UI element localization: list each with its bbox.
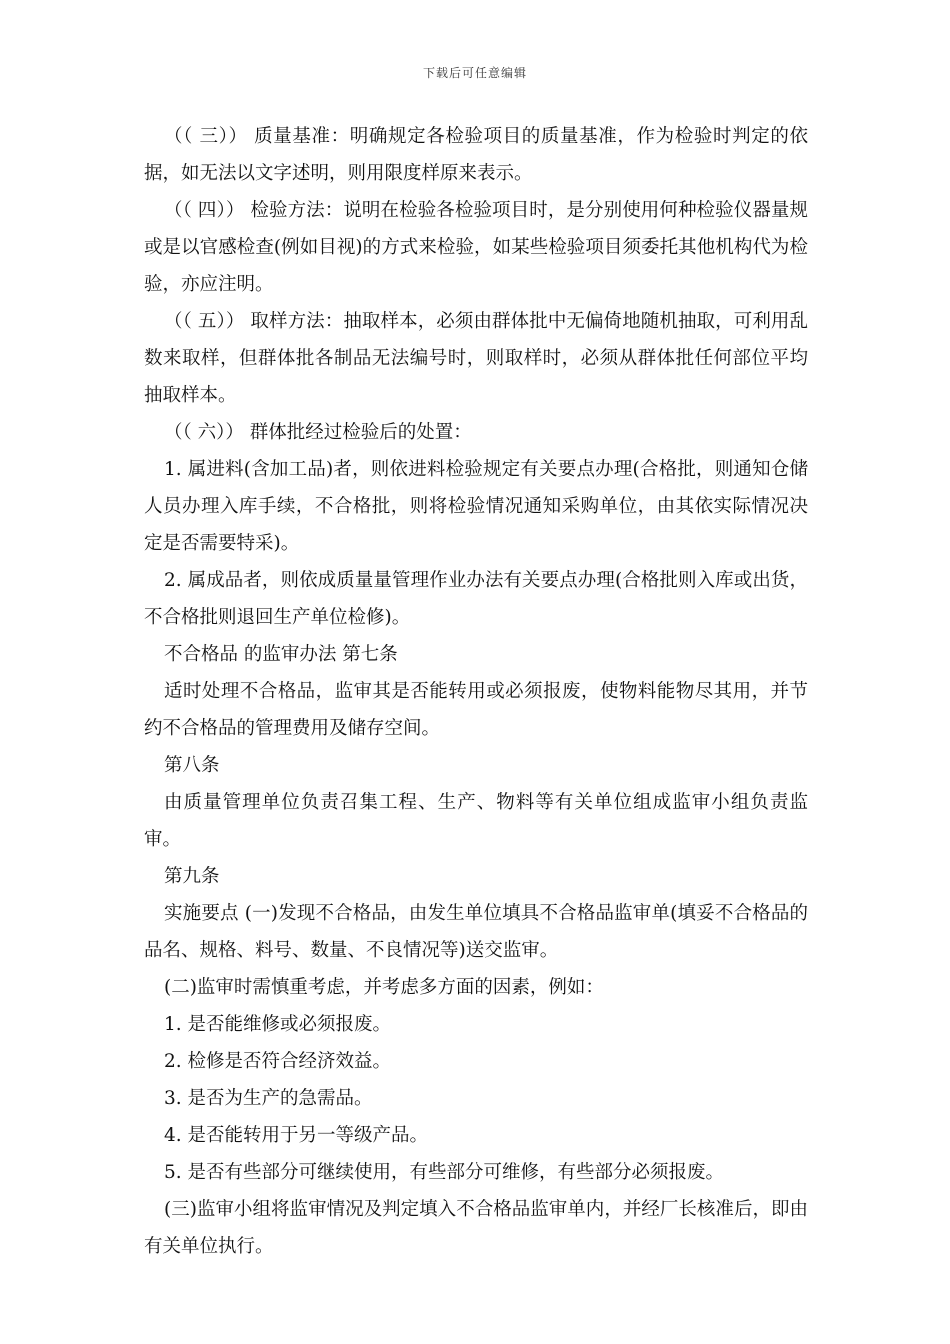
heading-article-8: 第八条	[164, 755, 220, 776]
heading-article-7: 不合格品 的监审办法 第七条	[164, 644, 398, 665]
paragraph-implementation-3: (三)监审小组将监审情况及判定填入不合格品监审单内，并经厂长核准后，即由有关单位执行。	[144, 1199, 808, 1257]
paragraph-sampling-method: （（ 五）） 取样方法：抽取样本，必须由群体批中无偏倚地随机抽取，可利用乱数来取样，但群体批各制品无法编号时，则取样时，必须从群体批任何部位平均抽取样本。	[144, 311, 808, 406]
paragraph-implementation-2: (二)监审时需慎重考虑，并考虑多方面的因素，例如：	[164, 977, 604, 998]
paragraph-article-8-body: 由质量管理单位负责召集工程、生产、物料等有关单位组成监审小组负责监审。	[144, 792, 808, 850]
page-header: 下载后可任意编辑	[422, 66, 527, 80]
list-item-2: 2. 检修是否符合经济效益。	[164, 1051, 392, 1072]
heading-article-9: 第九条	[164, 866, 220, 887]
paragraph-lot-disposition: （（ 六）） 群体批经过检验后的处置：	[164, 422, 472, 443]
paragraph-quality-standard: （（ 三）） 质量基准：明确规定各检验项目的质量基准，作为检验时判定的依据，如无法以文字述明，则用限度样原来表示。	[144, 126, 808, 184]
list-item-4: 4. 是否能转用于另一等级产品。	[164, 1125, 429, 1146]
paragraph-article-7-body: 适时处理不合格品，监审其是否能转用或必须报废，使物料能物尽其用，并节约不合格品的管理费用及储存空间。	[144, 681, 808, 739]
list-item-5: 5. 是否有些部分可继续使用，有些部分可维修，有些部分必须报废。	[164, 1162, 725, 1183]
list-item-3: 3. 是否为生产的急需品。	[164, 1088, 373, 1109]
list-item-1: 1. 是否能维修或必须报废。	[164, 1014, 392, 1035]
paragraph-implementation-1: 实施要点 (一)发现不合格品，由发生单位填具不合格品监审单(填妥不合格品的品名、规格、料号、数量、不良情况等)送交监审。	[144, 903, 808, 961]
paragraph-incoming-material: 1. 属进料(含加工品)者，则依进料检验规定有关要点办理(合格批，则通知仓储人员办理入库手续，不合格批，则将检验情况通知采购单位，由其依实际情况决定是否需要特采)。	[144, 459, 808, 554]
paragraph-finished-goods: 2. 属成品者，则依成质量量管理作业办法有关要点办理(合格批则入库或出货，不合格批则退回生产单位检修)。	[144, 570, 808, 628]
paragraph-inspection-method: （（ 四）） 检验方法：说明在检验各检验项目时，是分别使用何种检验仪器量规或是以官感检查(例如目视)的方式来检验，如某些检验项目须委托其他机构代为检验，亦应注明。	[144, 200, 808, 295]
document-body	[144, 118, 808, 1265]
